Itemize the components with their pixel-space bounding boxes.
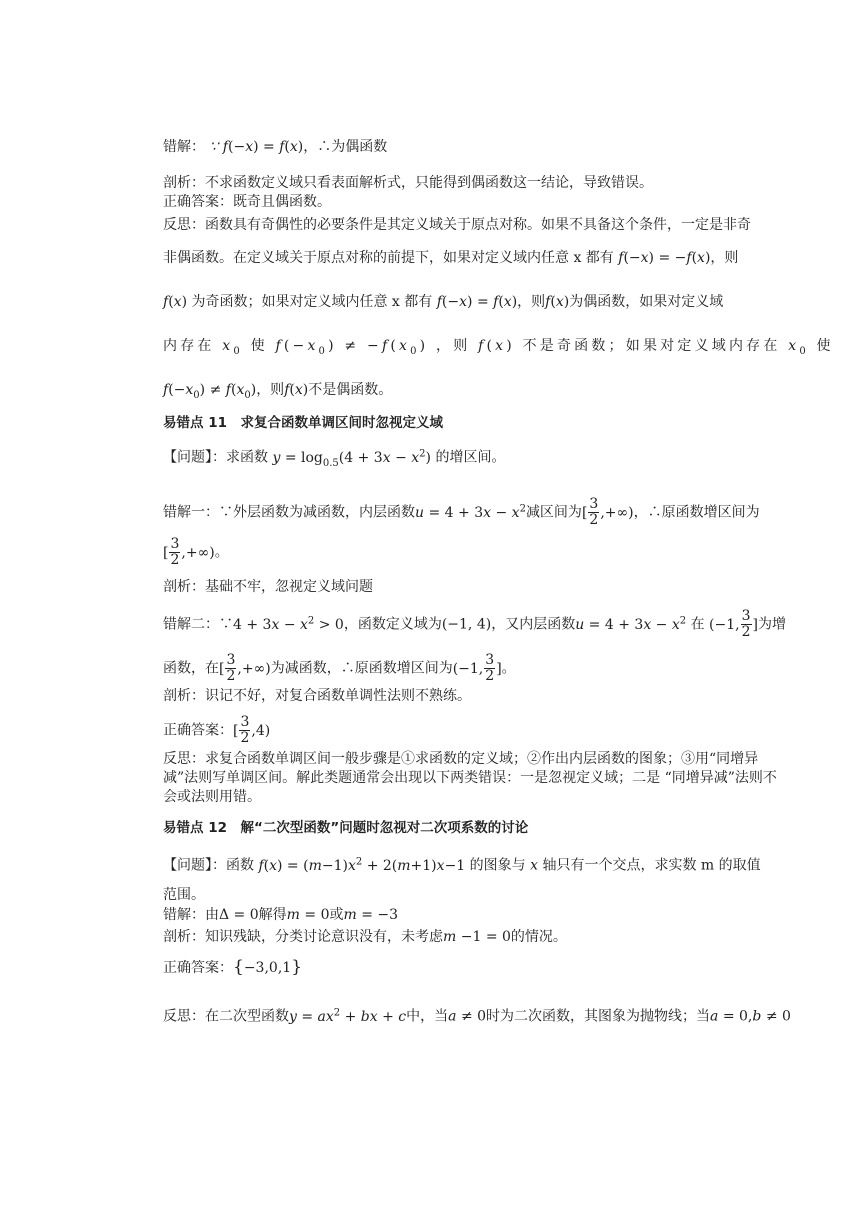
reflection-line xyxy=(163,292,783,312)
analysis-line: 剖析：不求函数定义域只看表面解析式，只能得到偶函数这一结论，导致错误。 xyxy=(163,175,653,191)
analysis-line: 剖析：基础不牢，忽视定义域问题 xyxy=(163,579,373,595)
formula: $f(-x_0) \ne -f(x_0)$ xyxy=(275,338,429,357)
formula: f(−x) = f(x) xyxy=(436,294,518,310)
text: ，∴原函数增区间为 xyxy=(633,504,760,521)
text: ，则 xyxy=(517,294,546,310)
formula: f(x) xyxy=(163,294,188,310)
formula: (−1, $\frac{3}{2}$ ] xyxy=(709,608,758,640)
formula: ∵ f(−x) = f(x) xyxy=(209,139,304,155)
text: 的增区间。 xyxy=(435,449,506,466)
wrong-solution-line xyxy=(163,608,786,640)
text: 的图象与 xyxy=(469,857,526,874)
text: 中，当 xyxy=(406,1008,449,1025)
answer-line xyxy=(163,957,783,978)
text: 解得 xyxy=(258,907,287,923)
text: 不是偶函数。 xyxy=(308,382,393,398)
analysis-line: 剖析：识记不好，对复合函数单调性法则不熟练。 xyxy=(163,688,471,704)
reflection-line xyxy=(163,1003,791,1027)
label: 正确答案： xyxy=(163,960,233,976)
formula: $y = \log_{0.5}(4 + 3x - x^2)$ xyxy=(272,448,431,469)
reflection-line xyxy=(163,380,783,406)
formula: f(x) xyxy=(284,382,309,398)
text: 为奇函数；如果对定义域内任意 x 都有 xyxy=(191,294,433,310)
formula: f(x) xyxy=(545,294,570,310)
text: ，则 xyxy=(256,382,285,398)
text: ，则 xyxy=(436,338,471,354)
text: 【问题】：求函数 xyxy=(163,449,268,466)
text: 使 xyxy=(816,338,834,354)
text: ，又内层函数 xyxy=(491,616,576,633)
solution-line xyxy=(163,653,783,684)
text: ，函数定义域为 xyxy=(343,616,442,633)
text: 非偶函数。在定义域关于原点对称的前提下，如果对定义域内任意 x 都有 xyxy=(163,250,614,266)
wrong-solution-line xyxy=(163,137,783,157)
text: 错解二：∵ xyxy=(163,616,233,633)
formula: [ $\frac{3}{2}$ ,4) xyxy=(233,714,271,746)
formula: f(−x) = −f(x) xyxy=(618,250,711,266)
formula: Δ = 0 xyxy=(219,907,259,923)
section-title: 易错点 12 解“二次型函数”问题时忽视对二次项系数的讨论 xyxy=(163,820,529,836)
formula: [ $\frac{3}{2}$ ,+∞) xyxy=(581,496,634,528)
answer-line: 正确答案：既奇且偶函数。 xyxy=(163,194,331,210)
text: 错解一：∵外层函数为减函数，内层函数 xyxy=(163,504,415,521)
range-line: 范围。 xyxy=(163,887,205,903)
formula: $4 + 3x - x^2 > 0$ xyxy=(233,614,344,633)
problem-line xyxy=(163,444,783,473)
text: 内存在 xyxy=(163,338,215,354)
answer-line xyxy=(163,715,783,746)
formula: f(x) xyxy=(478,338,515,354)
text: 减区间为 xyxy=(525,504,582,521)
reflection-line: 反思：函数具有奇偶性的必要条件是其定义域关于原点对称。如果不具备这个条件，一定是非奇 xyxy=(163,217,751,233)
text: 轴只有一个交点，求实数 m 的取值 xyxy=(542,857,761,874)
text: ，∴为偶函数 xyxy=(303,139,388,155)
formula: {−3,0,1} xyxy=(233,957,303,977)
text: 。 xyxy=(214,544,229,561)
formula: $y = ax^2$ + bx + c xyxy=(289,1007,407,1025)
formula: $u = 4 + 3x - x^2$ xyxy=(575,614,687,633)
formula: m = −3 xyxy=(343,907,399,923)
text: 在 xyxy=(690,616,705,633)
formula: $u = 4 + 3x - x^2$ xyxy=(415,502,526,521)
formula: $x_0$ xyxy=(788,338,809,357)
wrong-solution-line xyxy=(163,497,783,528)
formula: $f(x) = (m-1)x^2 + 2(m+1)x-1$ xyxy=(258,856,466,874)
text: 。 xyxy=(501,660,516,677)
text: 时为二次函数，其图象为抛物线；当 xyxy=(486,1008,711,1025)
wrong-solution-line xyxy=(163,905,783,925)
formula: $x_0$ xyxy=(222,338,243,357)
text: ，则 xyxy=(710,250,739,266)
reflection-line xyxy=(163,248,783,268)
text: 为减函数，∴原函数增区间为 xyxy=(270,660,453,677)
text: 为偶函数，如果对定义域 xyxy=(569,294,724,310)
formula: [ $\frac{3}{2}$ ,+∞) xyxy=(219,652,271,684)
text: 反思：在二次型函数 xyxy=(163,1008,289,1025)
text: 错解：由 xyxy=(163,907,219,923)
formula: a ≠ 0 xyxy=(448,1008,487,1025)
text: 或 xyxy=(329,907,344,923)
formula: x xyxy=(530,857,539,874)
reflection-line xyxy=(163,336,834,362)
formula: [ $\frac{3}{2}$ ,+∞) xyxy=(163,536,215,568)
text: 的情况。 xyxy=(510,929,567,945)
text: 为增 xyxy=(758,616,786,633)
section-title: 易错点 11 求复合函数单调区间时忽视定义域 xyxy=(163,415,443,431)
text: 不是奇函数；如果对定义域内存在 xyxy=(522,338,781,354)
formula: $f(-x_0) \ne f(x_0)$ xyxy=(163,382,257,401)
text: 使 xyxy=(250,338,268,354)
formula: a = 0,b ≠ 0 xyxy=(710,1008,791,1025)
formula: (−1, 4) xyxy=(441,616,492,633)
solution-line xyxy=(163,537,783,568)
formula: m −1 = 0 xyxy=(443,929,511,945)
text: 剖析：知识残缺，分类讨论意识没有，未考虑 xyxy=(163,929,443,945)
formula: (−1, $\frac{3}{2}$ ] xyxy=(452,652,502,684)
formula: m = 0 xyxy=(286,907,330,923)
text: 函数，在 xyxy=(163,660,219,677)
reflection-paragraph: 反思：求复合函数单调区间一般步骤是①求函数的定义域；②作出内层函数的图象；③用“同增异减”法则写单调区间。解此类题通常会出现以下两类错误：一是忽视定义域；二是 “同增异减”法则不会或法则用错。 xyxy=(163,751,777,805)
analysis-line xyxy=(163,927,783,947)
label: 正确答案： xyxy=(163,722,233,739)
text: 【问题】：函数 xyxy=(163,857,254,874)
label: 错解： xyxy=(163,139,205,155)
problem-line xyxy=(163,852,783,876)
